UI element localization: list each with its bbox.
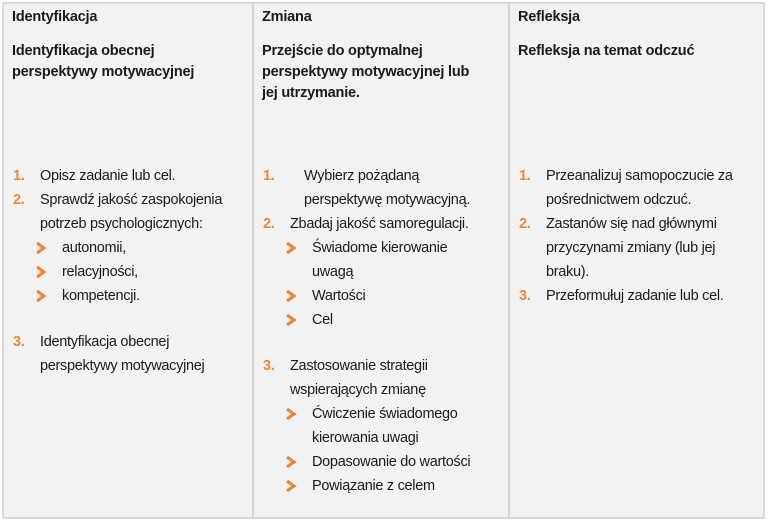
- item-text: perspektywy motywacyjnej: [40, 358, 205, 374]
- chevron-right-icon: [284, 309, 298, 331]
- item-text: Wybierz pożądaną: [304, 168, 420, 184]
- chevron-right-icon: [284, 403, 298, 425]
- chevron-right-icon: [284, 285, 298, 307]
- chevron-right-icon: [34, 261, 48, 283]
- column-subtitle: [518, 41, 694, 62]
- subtitle-line: jej utrzymanie.: [262, 85, 360, 101]
- list-item: [518, 284, 733, 308]
- item-text: potrzeb psychologicznych:: [40, 216, 203, 232]
- list-item: [262, 354, 470, 402]
- item-number: 3.: [263, 358, 275, 374]
- item-text: Przeanalizuj samopoczucie za: [546, 168, 733, 184]
- column-subtitle: [262, 41, 469, 104]
- item-text: braku).: [546, 264, 590, 280]
- bullet-item: [34, 284, 222, 308]
- bullet-item: [284, 308, 470, 332]
- column-header: Refleksja: [518, 9, 580, 25]
- item-number: 1.: [263, 168, 275, 184]
- subtitle-line: Przejście do optymalnej: [262, 43, 423, 59]
- steps-list: [262, 164, 470, 498]
- bullet-text: Dopasowanie do wartości: [312, 454, 471, 470]
- bullet-text: autonomii,: [62, 240, 126, 256]
- chevron-right-icon: [284, 475, 298, 497]
- column-zmiana: [252, 4, 508, 517]
- chevron-right-icon: [284, 237, 298, 259]
- list-item: [262, 164, 470, 212]
- subtitle-line: perspektywy motywacyjnej: [12, 64, 195, 80]
- bullet-item: [34, 260, 222, 284]
- bullet-item: [284, 284, 470, 308]
- item-text: Przeformułuj zadanie lub cel.: [546, 288, 724, 304]
- bullet-text: relacyjności,: [62, 264, 138, 280]
- bullet-text: Powiązanie z celem: [312, 478, 435, 494]
- item-text: Zbadaj jakość samoregulacji.: [290, 216, 469, 232]
- item-number: 3.: [519, 288, 531, 304]
- list-item: [12, 330, 222, 378]
- list-item: [262, 212, 470, 236]
- item-text: perspektywę motywacyjną.: [304, 192, 471, 208]
- column-header: Zmiana: [262, 9, 312, 25]
- item-text: wspierających zmianę: [290, 382, 426, 398]
- bullet-text: kompetencji.: [62, 288, 140, 304]
- chevron-right-icon: [284, 451, 298, 473]
- subtitle-line: Refleksja na temat odczuć: [518, 43, 695, 59]
- item-number: 2.: [263, 216, 275, 232]
- bullet-text: Ćwiczenie świadomego: [312, 406, 458, 422]
- bullet-item: [284, 402, 470, 450]
- bullet-item: [284, 236, 470, 284]
- item-number: 2.: [519, 216, 531, 232]
- item-text: Zastanów się nad głównymi: [546, 216, 717, 232]
- bullet-item: [284, 450, 470, 474]
- bullet-text: Wartości: [312, 288, 366, 304]
- motivation-table: [2, 2, 765, 519]
- chevron-right-icon: [34, 237, 48, 259]
- steps-list: [518, 164, 733, 308]
- item-number: 2.: [13, 192, 25, 208]
- column-refleksja: [508, 4, 763, 517]
- item-text: Zastosowanie strategii: [290, 358, 428, 374]
- item-number: 3.: [13, 334, 25, 350]
- bullet-text: uwagą: [312, 264, 354, 280]
- item-text: Sprawdź jakość zaspokojenia: [40, 192, 223, 208]
- item-text: Opisz zadanie lub cel.: [40, 168, 176, 184]
- column-identyfikacja: [4, 4, 252, 517]
- item-text: przyczynami zmiany (lub jej: [546, 240, 716, 256]
- list-item: [518, 164, 733, 212]
- subtitle-line: Identyfikacja obecnej: [12, 43, 155, 59]
- column-subtitle: [12, 41, 194, 83]
- bullet-item: [284, 474, 470, 498]
- item-text: pośrednictwem odczuć.: [546, 192, 692, 208]
- list-item: [518, 212, 733, 284]
- bullet-text: Świadome kierowanie: [312, 240, 448, 256]
- item-number: 1.: [13, 168, 25, 184]
- steps-list: [12, 164, 222, 378]
- item-text: Identyfikacja obecnej: [40, 334, 170, 350]
- bullet-item: [34, 236, 222, 260]
- chevron-right-icon: [34, 285, 48, 307]
- list-item: [12, 188, 222, 236]
- bullet-text: Cel: [312, 312, 333, 328]
- list-item: [12, 164, 222, 188]
- bullet-text: kierowania uwagi: [312, 430, 419, 446]
- column-header: Identyfikacja: [12, 9, 98, 25]
- item-number: 1.: [519, 168, 531, 184]
- subtitle-line: perspektywy motywacyjnej lub: [262, 64, 470, 80]
